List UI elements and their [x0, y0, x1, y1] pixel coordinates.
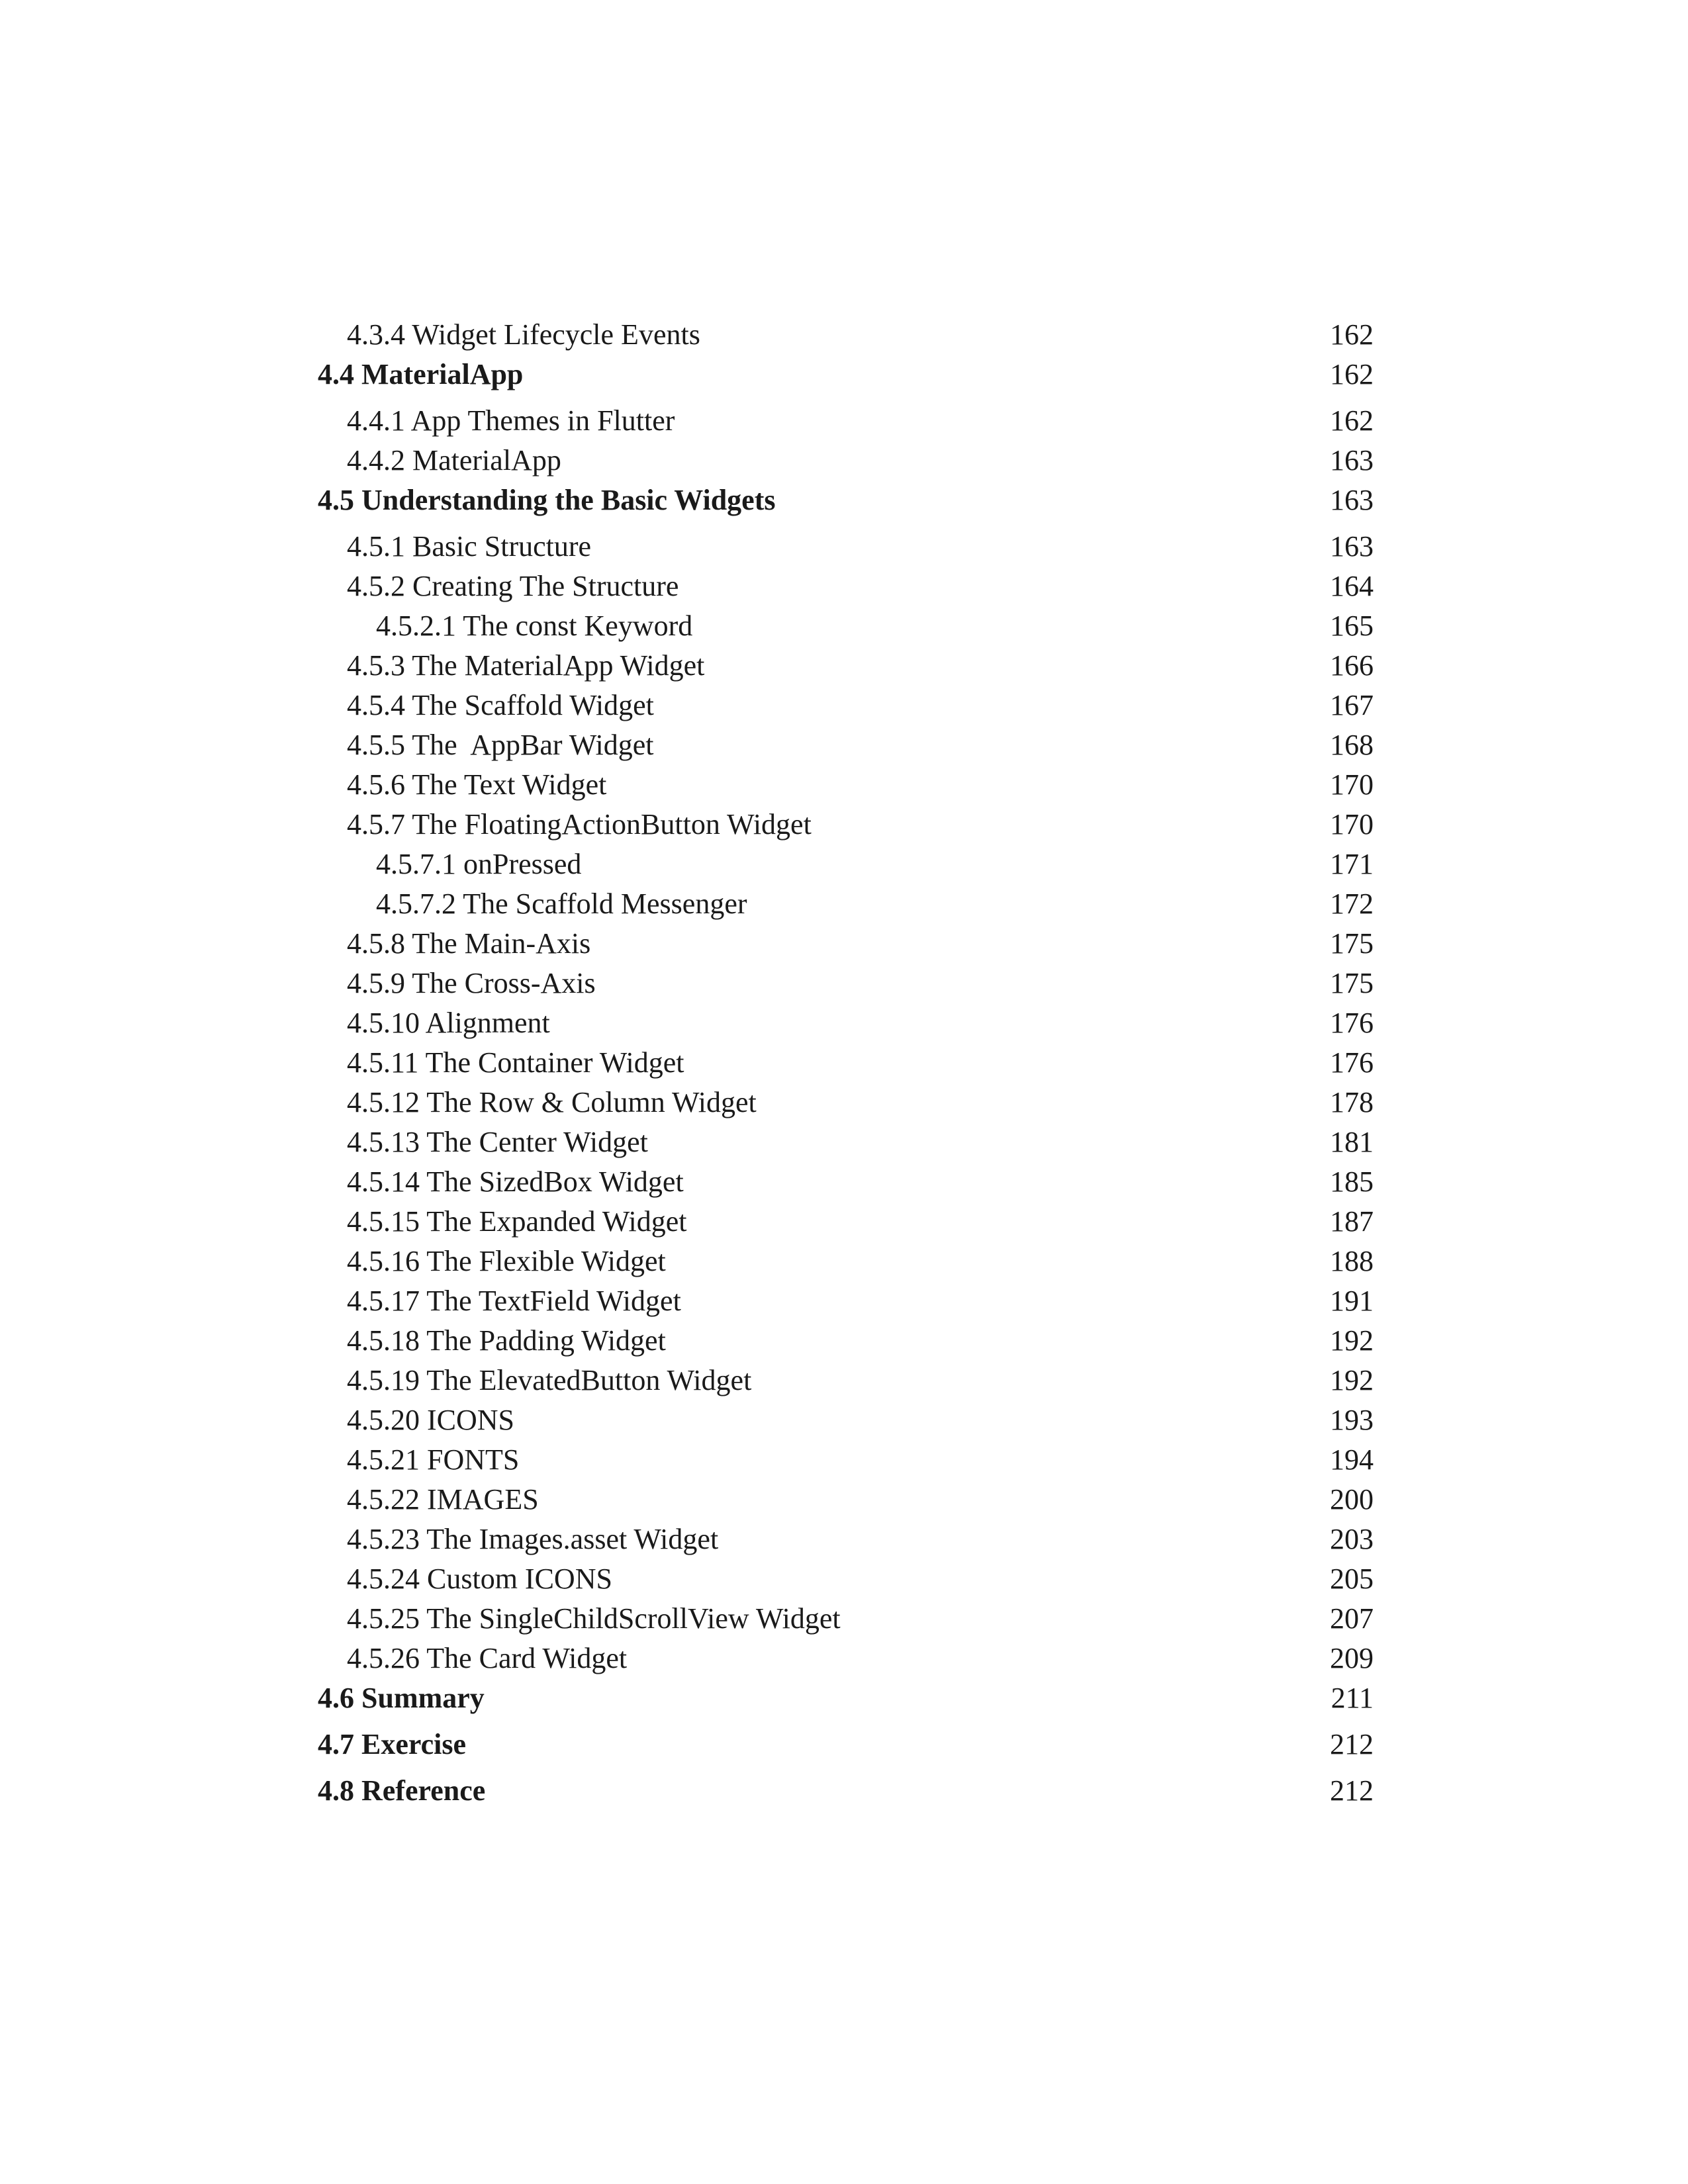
- toc-entry-number: 4.5.25: [347, 1602, 420, 1635]
- toc-entry-title: The Card Widget: [426, 1642, 628, 1674]
- toc-entry[interactable]: [318, 686, 1374, 725]
- toc-entry-number: 4.5.20: [347, 1404, 420, 1436]
- toc-entry-label: [318, 481, 775, 520]
- toc-entry-number: 4.5.14: [347, 1165, 420, 1198]
- toc-entry-title: IMAGES: [427, 1483, 539, 1516]
- toc-entry-title: The Row & Column Widget: [426, 1086, 757, 1118]
- toc-entry-number: 4.4: [318, 358, 354, 390]
- toc-entry[interactable]: [318, 1520, 1374, 1559]
- toc-entry-page: 172: [1330, 887, 1374, 920]
- toc-entry-title: Alignment: [425, 1007, 550, 1039]
- toc-entry-label: [347, 1203, 687, 1241]
- toc-entry-number: 4.5.10: [347, 1007, 420, 1039]
- toc-entry-page: 162: [1330, 318, 1374, 351]
- toc-entry-title: FONTS: [427, 1443, 520, 1476]
- toc-entry-page: 175: [1330, 967, 1374, 999]
- toc-entry-number: 4.5.6: [347, 768, 405, 801]
- toc-entry-title: Exercise: [361, 1728, 467, 1760]
- toc-entry-number: 4.5.3: [347, 649, 405, 682]
- toc-entry-title: onPressed: [463, 848, 582, 880]
- toc-entry-number: 4.5.19: [347, 1364, 420, 1396]
- toc-entry-label: [347, 1441, 519, 1479]
- toc-entry-page: 188: [1330, 1245, 1374, 1277]
- toc-entry-page: 165: [1330, 610, 1374, 642]
- toc-entry-number: 4.8: [318, 1774, 354, 1807]
- toc-entry-label: [347, 1004, 550, 1042]
- toc-entry[interactable]: [318, 726, 1374, 764]
- toc-entry-label: [347, 1083, 757, 1122]
- toc-entry-page: 192: [1330, 1364, 1374, 1396]
- toc-entry[interactable]: [318, 1322, 1374, 1360]
- toc-entry-number: 4.5.18: [347, 1324, 420, 1357]
- toc-entry-label: [376, 607, 692, 645]
- toc-entry-title: The Main-Axis: [412, 927, 591, 960]
- toc-entry-number: 4.5.23: [347, 1523, 420, 1555]
- toc-entry-page: 187: [1330, 1205, 1374, 1238]
- toc-entry[interactable]: [318, 885, 1374, 923]
- toc-entry-label: [347, 1639, 627, 1678]
- toc-entry-label: [347, 567, 679, 606]
- toc-entry-page: 162: [1330, 358, 1374, 390]
- toc-entry-title: Summary: [361, 1682, 485, 1714]
- toc-entry-number: 4.5.9: [347, 967, 405, 999]
- toc-entry-label: [318, 355, 523, 394]
- toc-entry-number: 4.5.24: [347, 1563, 420, 1595]
- toc-entry-title: App Themes in Flutter: [410, 404, 675, 437]
- toc-entry-number: 4.4.2: [347, 444, 405, 477]
- toc-entry-number: 4.5.7.2: [376, 887, 456, 920]
- toc-entry-page: 192: [1330, 1324, 1374, 1357]
- toc-entry-page: 175: [1330, 927, 1374, 960]
- toc-entry[interactable]: [318, 964, 1374, 1003]
- toc-entry-page: 170: [1330, 808, 1374, 841]
- toc-entry-number: 4.5.12: [347, 1086, 420, 1118]
- toc-entry[interactable]: [318, 1123, 1374, 1161]
- toc-entry[interactable]: [318, 1441, 1374, 1479]
- toc-entry-label: [347, 402, 675, 440]
- toc-entry-page: 185: [1330, 1165, 1374, 1198]
- toc-entry-label: [347, 527, 591, 566]
- toc-entry-page: 207: [1330, 1602, 1374, 1635]
- toc-entry-label: [347, 1322, 666, 1360]
- toc-entry-label: [318, 1679, 485, 1717]
- toc-entry[interactable]: [318, 567, 1374, 606]
- toc-entry-title: The SingleChildScrollView Widget: [426, 1602, 841, 1635]
- toc-entry-label: [347, 441, 561, 480]
- toc-entry-number: 4.5.2: [347, 570, 405, 602]
- toc-entry-label: [347, 1600, 841, 1638]
- toc-entry-page: 211: [1331, 1682, 1374, 1714]
- toc-entry-page: 168: [1330, 729, 1374, 761]
- toc-entry[interactable]: [318, 805, 1374, 844]
- toc-entry-page: 176: [1330, 1046, 1374, 1079]
- toc-entry[interactable]: [318, 1560, 1374, 1598]
- toc-entry[interactable]: [318, 1203, 1374, 1241]
- toc-entry-title: The Text Widget: [412, 768, 607, 801]
- toc-entry-label: [376, 845, 581, 884]
- toc-entry-title: Custom ICONS: [427, 1563, 612, 1595]
- toc-entry[interactable]: [318, 1401, 1374, 1439]
- toc-entry-page: 209: [1330, 1642, 1374, 1674]
- toc-entry[interactable]: [318, 925, 1374, 963]
- toc-entry-title: Creating The Structure: [412, 570, 679, 602]
- toc-entry-title: The Flexible Widget: [426, 1245, 666, 1277]
- toc-entry-page: 181: [1330, 1126, 1374, 1158]
- toc-entry-page: 193: [1330, 1404, 1374, 1436]
- toc-entry-title: The MaterialApp Widget: [412, 649, 705, 682]
- toc-entry-label: [318, 1725, 466, 1764]
- toc-entry[interactable]: [318, 1639, 1374, 1678]
- toc-entry-title: Basic Structure: [412, 530, 592, 563]
- toc-entry-number: 4.5.4: [347, 689, 405, 721]
- toc-entry-title: The FloatingActionButton Widget: [412, 808, 812, 841]
- toc-entry[interactable]: [318, 607, 1374, 645]
- toc-entry-number: 4.5.5: [347, 729, 405, 761]
- toc-entry[interactable]: [318, 1044, 1374, 1082]
- toc-entry-label: [347, 1361, 751, 1400]
- toc-entry-label: [347, 1401, 514, 1439]
- toc-entry-label: [347, 1520, 718, 1559]
- toc-entry-page: 163: [1330, 484, 1374, 516]
- toc-entry-page: 163: [1330, 444, 1374, 477]
- toc-entry-title: Understanding the Basic Widgets: [361, 484, 776, 516]
- toc-entry-page: 212: [1330, 1774, 1374, 1807]
- toc-entry-number: 4.5.1: [347, 530, 405, 563]
- toc-entry-title: Widget Lifecycle Events: [412, 318, 700, 351]
- toc-entry-page: 164: [1330, 570, 1374, 602]
- toc-entry-label: [347, 1123, 648, 1161]
- toc-entry-title: The SizedBox Widget: [426, 1165, 684, 1198]
- toc-entry-page: 167: [1330, 689, 1374, 721]
- toc-entry[interactable]: [318, 1004, 1374, 1042]
- toc-entry-number: 4.5.2.1: [376, 610, 456, 642]
- toc-entry-title: The Padding Widget: [426, 1324, 666, 1357]
- toc-entry-label: [347, 726, 653, 764]
- toc-entry-number: 4.5.7: [347, 808, 405, 841]
- toc-entry-page: 166: [1330, 649, 1374, 682]
- toc-entry[interactable]: [318, 1163, 1374, 1201]
- toc-entry-page: 200: [1330, 1483, 1374, 1516]
- toc-entry-title: The ElevatedButton Widget: [426, 1364, 752, 1396]
- toc-entry-page: 171: [1330, 848, 1374, 880]
- toc-entry-number: 4.3.4: [347, 318, 405, 351]
- toc-entry-label: [347, 1044, 684, 1082]
- toc-entry-number: 4.5.16: [347, 1245, 420, 1277]
- toc-entry[interactable]: [318, 1282, 1374, 1320]
- toc-entry-label: [347, 1242, 666, 1281]
- toc-entry-label: [347, 1560, 612, 1598]
- toc-entry[interactable]: [318, 766, 1374, 804]
- toc-entry-number: 4.5.22: [347, 1483, 420, 1516]
- toc-entry-title: ICONS: [427, 1404, 515, 1436]
- toc-entry-page: 176: [1330, 1007, 1374, 1039]
- toc-entry[interactable]: [318, 1772, 1374, 1810]
- toc-entry-title: The AppBar Widget: [412, 729, 654, 761]
- toc-entry-page: 203: [1330, 1523, 1374, 1555]
- toc-entry[interactable]: [318, 1361, 1374, 1400]
- toc-entry-page: 163: [1330, 530, 1374, 563]
- toc-entry-label: [347, 925, 590, 963]
- toc-entry-label: [347, 805, 812, 844]
- toc-entry-title: MaterialApp: [361, 358, 524, 390]
- toc-entry-title: MaterialApp: [412, 444, 561, 477]
- toc-entry-label: [347, 316, 700, 354]
- toc-entry-page: 194: [1330, 1443, 1374, 1476]
- toc-entry[interactable]: [318, 355, 1374, 394]
- toc-entry[interactable]: [318, 1725, 1374, 1764]
- toc-entry-title: Reference: [361, 1774, 486, 1807]
- toc-entry-number: 4.6: [318, 1682, 354, 1714]
- toc-entry-page: 191: [1330, 1285, 1374, 1317]
- toc-entry[interactable]: [318, 481, 1374, 520]
- toc-entry-number: 4.7: [318, 1728, 354, 1760]
- toc-entry[interactable]: [318, 647, 1374, 685]
- toc-entry-title: The Container Widget: [425, 1046, 684, 1079]
- toc-entry[interactable]: [318, 527, 1374, 566]
- toc-entry-title: The Cross-Axis: [412, 967, 596, 999]
- toc-entry-number: 4.5.17: [347, 1285, 420, 1317]
- toc-entry-page: 178: [1330, 1086, 1374, 1118]
- toc-entry-number: 4.5.21: [347, 1443, 420, 1476]
- toc-entry[interactable]: [318, 1242, 1374, 1281]
- toc-entry[interactable]: [318, 1679, 1374, 1717]
- toc-entry-title: The Scaffold Messenger: [463, 887, 747, 920]
- toc-entry-number: 4.5.8: [347, 927, 405, 960]
- toc-entry-page: 205: [1330, 1563, 1374, 1595]
- toc-entry-label: [347, 1163, 684, 1201]
- toc-entry[interactable]: [318, 402, 1374, 440]
- toc-entry[interactable]: [318, 845, 1374, 884]
- toc-entry[interactable]: [318, 1480, 1374, 1519]
- toc-entry-label: [347, 766, 606, 804]
- toc-entry-page: 170: [1330, 768, 1374, 801]
- toc-entry-title: The Scaffold Widget: [412, 689, 654, 721]
- toc-entry-page: 162: [1330, 404, 1374, 437]
- toc-entry-number: 4.5.26: [347, 1642, 420, 1674]
- toc-entry-title: The Images.asset Widget: [426, 1523, 719, 1555]
- toc-entry[interactable]: [318, 1083, 1374, 1122]
- toc-entry-label: [347, 647, 704, 685]
- toc-entry-title: The Center Widget: [426, 1126, 648, 1158]
- toc-entry-number: 4.5.7.1: [376, 848, 456, 880]
- toc-entry-label: [347, 686, 654, 725]
- toc-entry-label: [347, 964, 596, 1003]
- toc-entry-label: [376, 885, 747, 923]
- toc-entry-title: The TextField Widget: [426, 1285, 681, 1317]
- toc-entry-number: 4.5.15: [347, 1205, 420, 1238]
- toc-entry-label: [347, 1480, 539, 1519]
- toc-entry-title: The const Keyword: [463, 610, 693, 642]
- toc-entry[interactable]: [318, 441, 1374, 480]
- toc-entry-number: 4.5.11: [347, 1046, 419, 1079]
- toc-entry-number: 4.4.1: [347, 404, 405, 437]
- toc-entry-label: [347, 1282, 681, 1320]
- toc-entry[interactable]: [318, 1600, 1374, 1638]
- toc-entry-number: 4.5.13: [347, 1126, 420, 1158]
- toc-entry-title: The Expanded Widget: [426, 1205, 687, 1238]
- toc-entry-number: 4.5: [318, 484, 354, 516]
- toc-entry-page: 212: [1330, 1728, 1374, 1760]
- toc-entry[interactable]: [318, 316, 1374, 354]
- toc-entry-label: [318, 1772, 485, 1810]
